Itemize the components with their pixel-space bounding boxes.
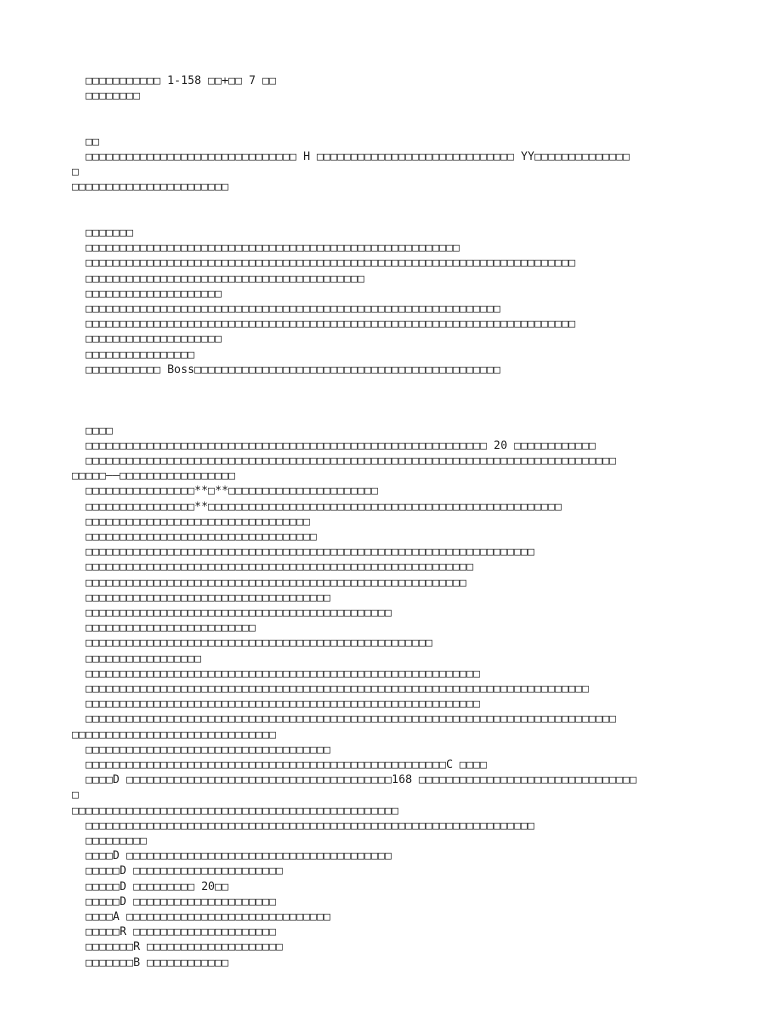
text-line: □	[72, 165, 79, 179]
text-line: □□□□□□□□□□□□□□□□□□□□□□□□□□□□□□□□□	[72, 514, 311, 528]
text-line: □□□□□□□□□□□□□□□□□□□□□□□□□□□□□□□□□□□□□□□□□□□□□□□□□□□□□□□□□	[72, 560, 474, 574]
text-line: □□□□□□□□□□□□□□□□**□□□□□□□□□□□□□□□□□□□□□□□□□□□□□□□□□□□□□□□□□□□□□□□□□□□□	[72, 499, 562, 513]
text-line: □□□□□□□□□□□□□□□□□□□□□□□□□□□□□□□□□□□□□□□□□	[72, 271, 365, 285]
text-line: □□□□□D □□□□□□□□□□□□□□□□□□□□□□	[72, 864, 283, 878]
text-line: □□□□□□□B □□□□□□□□□□□□	[72, 955, 229, 969]
text-line: □□□□A □□□□□□□□□□□□□□□□□□□□□□□□□□□□□□	[72, 910, 331, 923]
text-line: □□□□□□□□□□□□□□□□□□□□□□□□□□□□□□□□□□□□□□□□□□□□□	[72, 606, 392, 619]
text-line: □□□□D □□□□□□□□□□□□□□□□□□□□□□□□□□□□□□□□□□□□□□□	[72, 849, 392, 863]
text-line: □□□□□□□	[72, 226, 134, 239]
text-line: □□□□□□□□□□□□□□□□□□□□□□□□□□□□□□□□□□□□□□□□□□□□□□□□□□□□□□□□□□	[72, 666, 481, 680]
text-line: □□□□□□□□□□□□□□□□□□□□□□□□□□□□□□□□□□□□□□□□□□□□□□□□□□□□□□□□□□□□□□□□□□	[72, 818, 535, 832]
text-line: □□□□□□□□□□□□□□□□□□□□□□□□□□□□□□□□□□	[72, 530, 317, 543]
text-line: □□□□□□□□□□□ Boss□□□□□□□□□□□□□□□□□□□□□□□□□□□□□□□□□□□□□□□□□□□□□	[72, 362, 501, 376]
text-line: □□□□□□□□□□□□□□□□□□□□□□□□□□□□□□□□□□□□□□□□□□□□□□□□□□□□□□□□□□□□□□□□□□□□□□□□	[72, 256, 576, 270]
text-line: □□□□□□□□□□□□□□□□□□□□□□□□□□□□□□□□□□□□□□□□□□□□□□□□□□□□□□□□□□□□□□□□□□	[72, 545, 535, 559]
text-line: □□□□□——□□□□□□□□□□□□□□□□□	[72, 469, 236, 483]
text-line: □	[72, 788, 79, 802]
text-line: □□□□□□□□□□□□□□□□□□□□□□□□□□□□□□□ H □□□□□□□□□□□□□□□□□□□□□□□□□□□□□ YY□□□□□□□□□□□□□□	[72, 150, 630, 163]
text-line: □□□□□□□□□□□□□□□□□□□□□□□□□□□□□□□□□□□□□□□□□□□□□□□□□□□□□□□□□□□□□□□□□□□□□□□□□□□□□□	[72, 454, 617, 467]
text-line: □□□□□□□□□□□□□□□□□□□□□□□□□□□□□□□□□□□□□□□□□□□□□□□□□□□□□□□□	[72, 575, 467, 589]
text-line: □□□□□□□□□□□□□□□□□□□□□□□□□□□□□□□□□□□□□□□□□□□□□□□□□□□□□□□□□□□□□	[72, 302, 501, 315]
text-line: □□□□□□□□□□□□□□□□	[72, 347, 195, 361]
text-line: □□□□□□□□□□□□□□□□□□□□	[72, 286, 222, 300]
text-line: □□	[72, 134, 100, 148]
text-line: □□□□□□□□□□□□□□□□□□□□□□□□□□□□□□□□□□□□□□□□□□□□□□□□□□□□□□□□□□□ 20 □□□□□□□□□□□□	[72, 438, 596, 452]
text-line: □□□□□□□□□□□□□□□□□□□□□□□□□□□□□□□□□□□□□□□□□□□□□□□□□□□□□□□□□□□□□□□□□□□□□□□□□□	[72, 682, 589, 695]
text-line: □□□□□□□□□□□□□□□□□□□□	[72, 332, 222, 346]
text-line: □□□□□□□R □□□□□□□□□□□□□□□□□□□□	[72, 940, 283, 954]
text-line: □□□□D □□□□□□□□□□□□□□□□□□□□□□□□□□□□□□□□□□□□□□□168 □□□□□□□□□□□□□□□□□□□□□□□□□□□□□□□□	[72, 773, 637, 787]
text-line: □□□□□□□□□□□□□□□□□□□□□□□□□□□□□□□□□□□□□□□□□□□□□□□□□□□□□C □□□□	[72, 758, 487, 771]
text-line: □□□□□□□□□□□□□□□□□	[72, 651, 202, 665]
text-line: □□□□□□□□□□□□□□□□□□□□□□□□□□□□□□□□□□□□□□□□□□□□□□□□□□□□□□□□□□□□□□□□□□□□□□□□□□□□□□	[72, 712, 617, 726]
text-line: □□□□	[72, 423, 113, 437]
text-line: □□□□□□□□□□□ 1-158 □□+□□ 7 □□	[72, 74, 277, 87]
text-line: □□□□□D □□□□□□□□□□□□□□□□□□□□□	[72, 894, 277, 908]
text-line: □□□□□D □□□□□□□□□ 20□□	[72, 879, 229, 893]
text-line: □□□□□□□□□	[72, 834, 147, 847]
text-line: □□□□□□□□□□□□□□□□□□□□□□□□□□□□□□□□□□□□□□□□□□□□□□□□□□□	[72, 636, 433, 650]
text-line: □□□□□□□□□□□□□□□□□□□□□□□□□□□□□□□□□□□□	[72, 742, 331, 756]
text-line: □□□□□□□□□□□□□□□□□□□□□□□□□	[72, 621, 256, 635]
text-line: □□□□□□□□□□□□□□□□□□□□□□□□□□□□□□□□□□□□□□□□□□□□□□□□□□□□□□□	[72, 241, 460, 255]
text-line: □□□□□□□□□□□□□□□□□□□□□□□□□□□□□□□□□□□□	[72, 590, 331, 604]
text-line: □□□□□□□□□□□□□□□□**□**□□□□□□□□□□□□□□□□□□□□□□	[72, 484, 379, 498]
text-line: □□□□□□□□□□□□□□□□□□□□□□□□□□□□□□□□□□□□□□□□□□□□□□□□□□□□□□□□□□	[72, 697, 481, 711]
text-line: □□□□□R □□□□□□□□□□□□□□□□□□□□□	[72, 925, 277, 939]
text-line: □□□□□□□□□□□□□□□□□□□□□□□	[72, 180, 229, 194]
text-line: □□□□□□□□□□□□□□□□□□□□□□□□□□□□□□□□□□□□□□□□□□□□□□□□□□□□□□□□□□□□□□□□□□□□□□□□	[72, 317, 576, 331]
text-line: □□□□□□□□□□□□□□□□□□□□□□□□□□□□□□□□□□□□□□□□□□□□□□□□	[72, 803, 399, 817]
text-line: □□□□□□□□□□□□□□□□□□□□□□□□□□□□□□	[72, 727, 277, 741]
text-line: □□□□□□□□	[72, 89, 141, 103]
